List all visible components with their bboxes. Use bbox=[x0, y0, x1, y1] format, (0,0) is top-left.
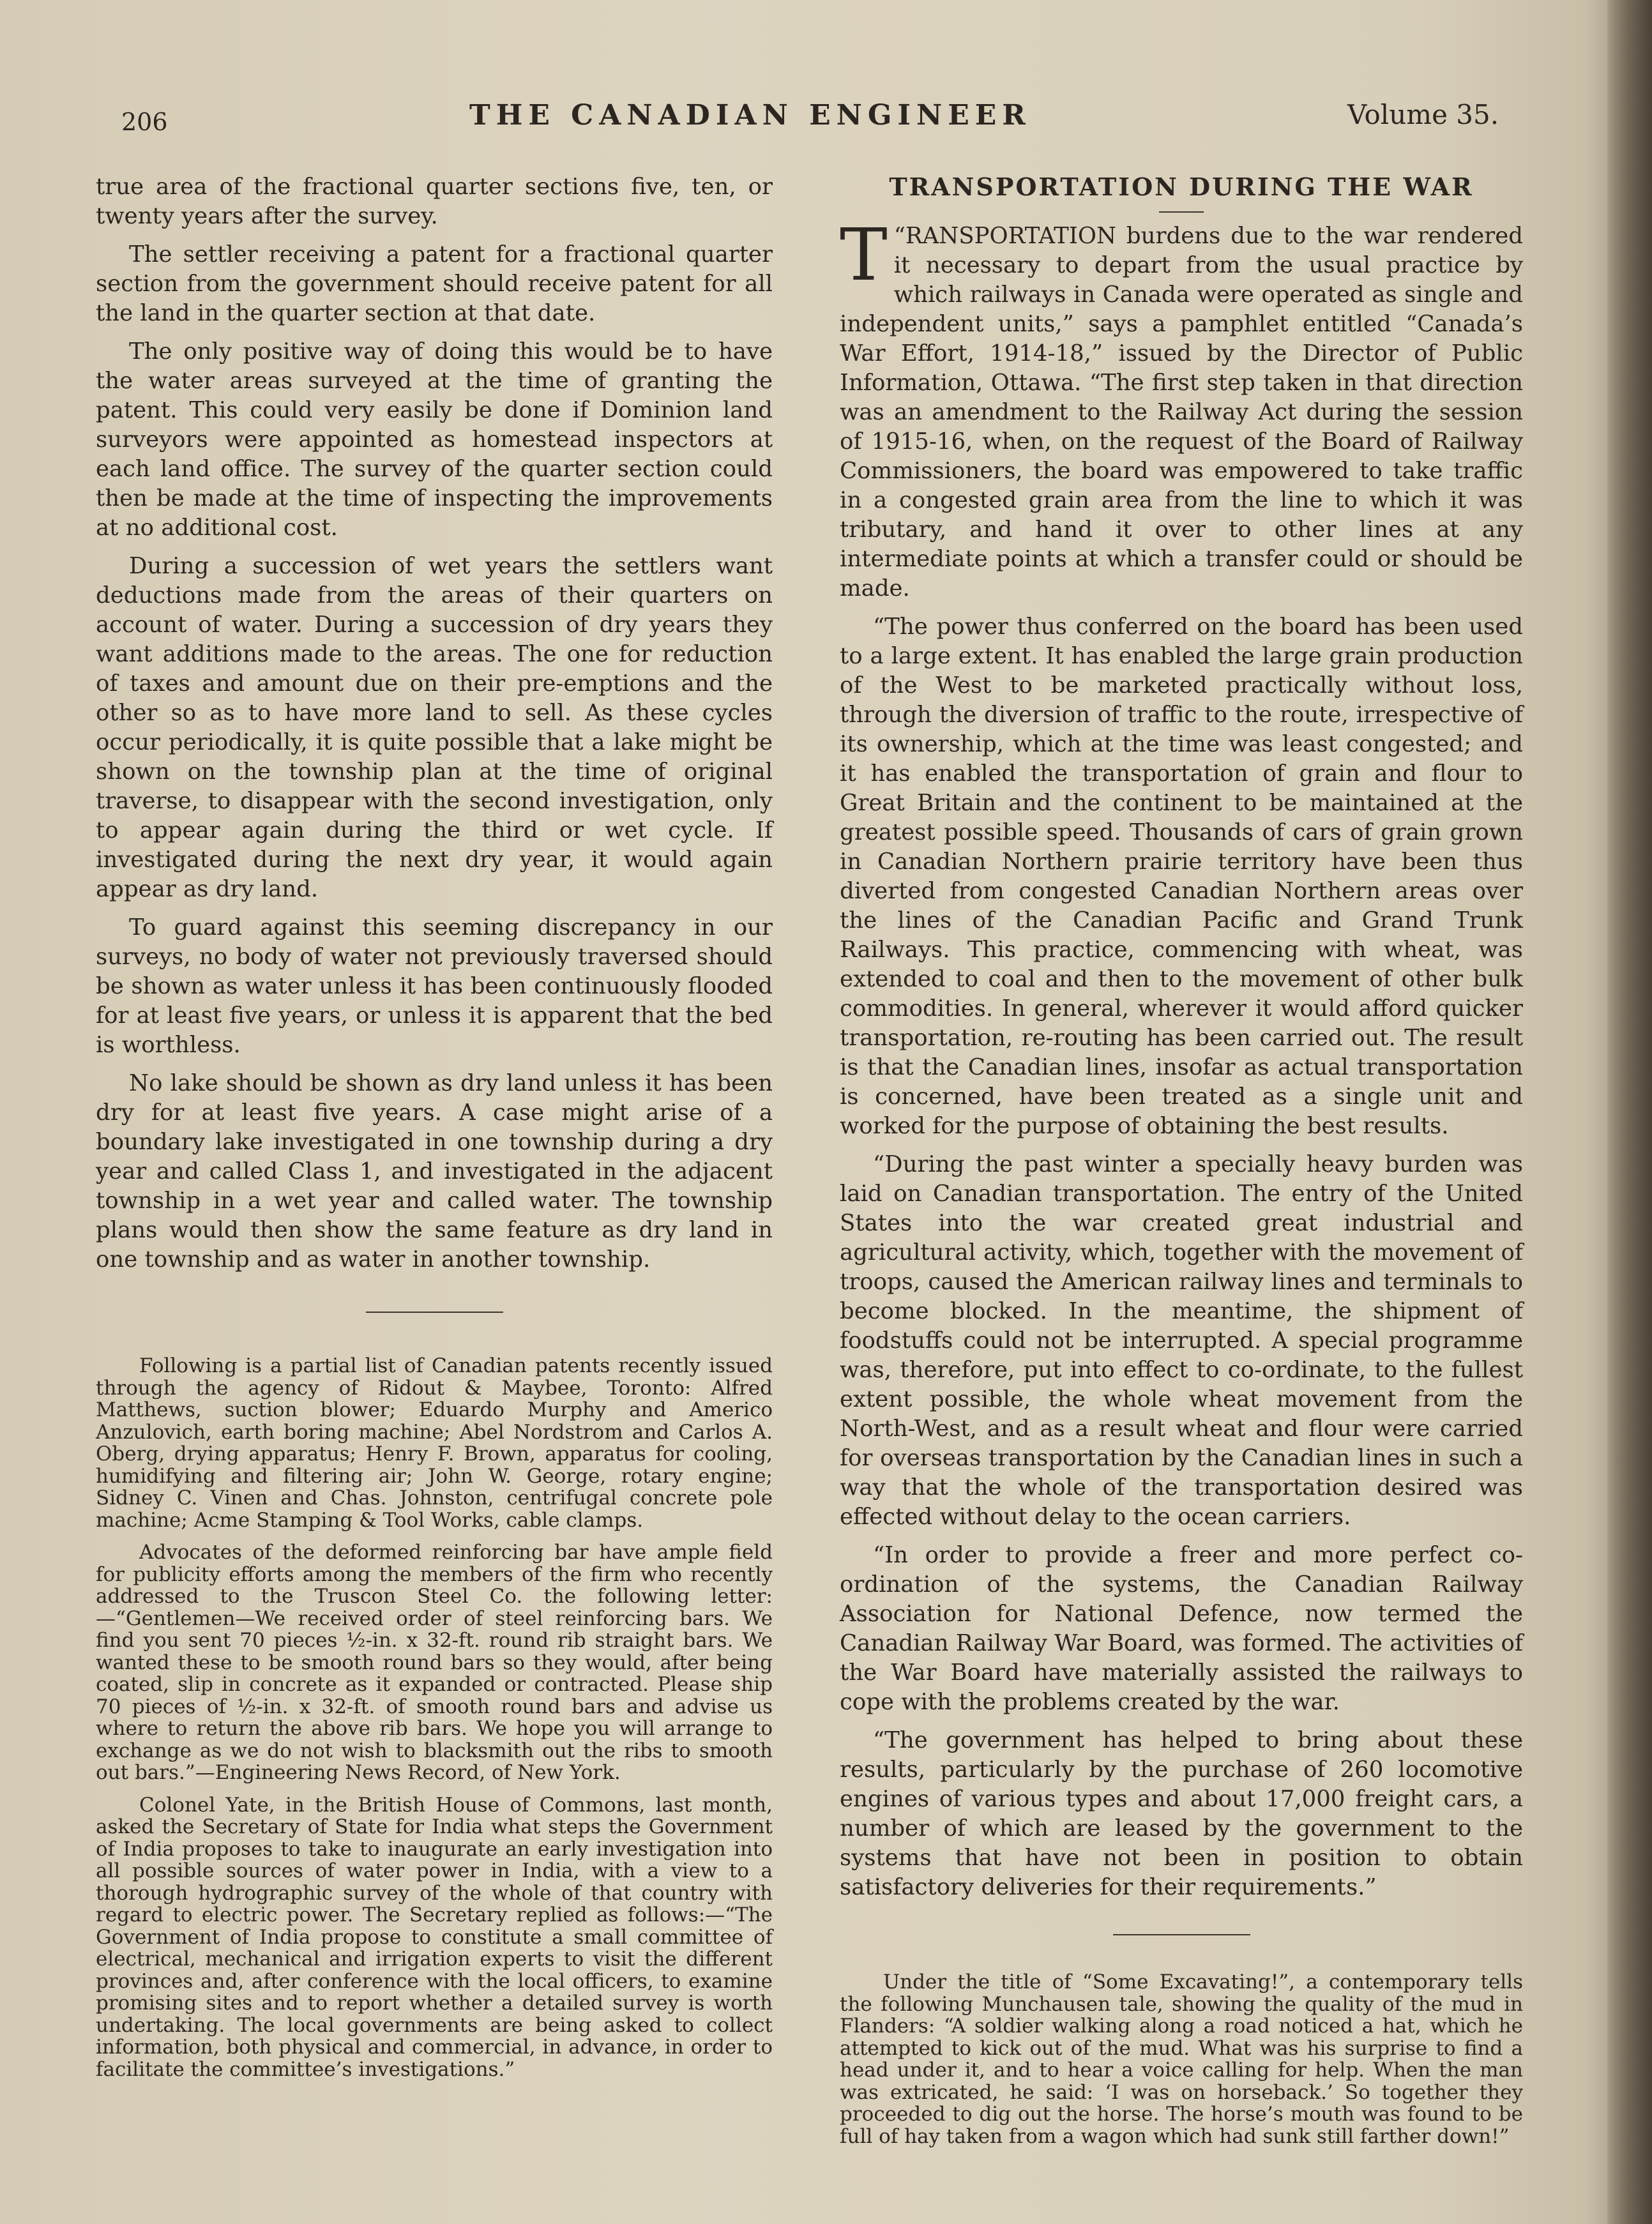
binding-edge bbox=[1607, 0, 1652, 2224]
transportation-article bbox=[840, 214, 1523, 1902]
paragraph: During a succession of wet years the settlers want deductions made from the areas of their quarters on account of water. During a succession of dry years they want additions made to the areas. The one for reduction of taxes and amount due on their pre-emptions and the other so as to have more land to sell. As these cycles occur periodically, it is quite possible that a lake might be shown on the township plan at the time of original traverse, to disappear with the second investigation, only to appear again during the third or wet cycle. If investigated during the next dry year, it would again appear as dry land. bbox=[96, 553, 773, 902]
paragraph: The only positive way of doing this would be to have the water areas surveyed at the time of granting the patent. This could very easily be done if Dominion land surveyors were appointed as homestead inspectors at each land office. The survey of the quarter section could then be made at the time of inspecting the improvements at no additional cost. bbox=[96, 338, 773, 541]
left-column bbox=[96, 172, 773, 2091]
excavating-note-block bbox=[840, 1971, 1523, 2147]
section-divider bbox=[1113, 1934, 1250, 1935]
title-underline bbox=[1159, 211, 1204, 213]
reinforcing-bar-note: Advocates of the deformed reinforcing bar have ample field for publicity efforts among the members of the firm who recently addressed to the Truscon Steel Co. the following letter:—“Gentlemen—We received order of steel reinforcing bars. We find you sent 70 pieces ½-in. x 32-ft. round rib straight bars. We wanted these to be smooth round bars so they would, after being coated, slip in concrete as it expanded or contracted. Please ship 70 pieces of ½-in. x 32-ft. of smooth round bars and advise us where to return the above rib bars. We hope you will arrange to exchange as we do not wish to blacksmith out the ribs to smooth out bars.”—Engineering News Record, of New York. bbox=[96, 1541, 773, 1784]
paragraph: “During the past winter a specially heavy burden was laid on Canadian transportation. The entry of the United States into the war created great industrial and agricultural activity, which, together with the movement of troops, caused the American railway lines and terminals to become blocked. In the meantime, the shipment of foodstuffs could not be interrupted. A special programme was, therefore, put into effect to co-ordinate, to the fullest extent possible, the whole wheat movement from the North-West, and as a result wheat and flour were carried for overseas transportation by the Canadian lines in such a way that the whole of the transportation desired was effected without delay to the ocean carriers. bbox=[840, 1151, 1523, 1530]
journal-title: THE CANADIAN ENGINEER bbox=[469, 99, 1031, 132]
section-divider bbox=[366, 1312, 503, 1313]
paragraph: No lake should be shown as dry land unless it has been dry for at least five years. A case might arise of a boundary lake investigated in one township during a dry year and called Class 1, and investigated in the adjacent township in a wet year and called water. The township plans would then show the same feature as dry land in one township and as water in another township. bbox=[96, 1070, 773, 1273]
paragraph: “The power thus conferred on the board has been used to a large extent. It has enabled the large grain production of the West to be marketed practically without loss, through the diversion of traffic to the route, irrespective of its ownership, which at the time was least congested; and it has enabled the transportation of grain and flour to Great Britain and the continent to be maintained at the greatest possible speed. Thousands of cars of grain grown in Canadian Northern prairie territory have been thus diverted from congested Canadian Northern areas over the lines of the Canadian Pacific and Grand Trunk Railways. This practice, commencing with wheat, was extended to coal and then to the movement of other bulk commodities. In general, wherever it would afford quicker transportation, re-routing has been carried out. The result is that the Canadian lines, insofar as actual transportation is concerned, have been treated as a single unit and worked for the purpose of obtaining the best results. bbox=[840, 614, 1523, 1139]
lead-paragraph-text: RANSPORTATION burdens due to the war rendered it necessary to depart from the usual practice by which railways in Canada were operated as single and independent units,” says a pamphlet entitled “Canada’s War Effort, 1914-18,” issued by the Director of Public Information, Ottawa. “The first step taken in that direction was an amendment to the Railway Act during the session of 1915-16, when, on the request of the Board of Railway Commissioners, the board was empowered to take traffic in a congested grain area from the line to which it was tributary, and hand it over to other lines at any intermediate points at which a transfer could or should be made. bbox=[840, 223, 1523, 601]
paragraph: To guard against this seeming discrepancy in our surveys, no body of water not previously traversed should be shown as water unless it has been continuously flooded for at least five years, or unless it is apparent that the bed is worthless. bbox=[96, 914, 773, 1058]
page-number: 206 bbox=[121, 108, 168, 136]
paragraph: “In order to provide a freer and more perfect co-ordination of the systems, the Canadian Railway Association for National Defence, now termed the Canadian Railway War Board, was formed. The activities of the War Board have materially assisted the railways to cope with the problems created by the war. bbox=[840, 1542, 1523, 1715]
volume-label: Volume 35. bbox=[1347, 99, 1499, 130]
running-header bbox=[0, 99, 1652, 137]
paragraph: The settler receiving a patent for a fractional quarter section from the government should receive patent for all the land in the quarter section at that date. bbox=[96, 241, 773, 326]
drop-cap: T bbox=[840, 214, 888, 297]
excavating-note: Under the title of “Some Excavating!”, a contemporary tells the following Munchausen tale, showing the quality of the mud in Flanders: “A soldier walking along a road noticed a hat, which he attempted to kick out of the mud. What was his surprise to find a head under it, and to hear a voice calling for help. When the man was extricated, he said: ‘I was on horseback.’ So together they proceeded to dig out the horse. The horse’s mouth was found to be full of hay taken from a wagon which had sunk still farther down!” bbox=[840, 1971, 1523, 2148]
opening-quote: “ bbox=[893, 223, 906, 249]
paragraph: “The government has helped to bring about these results, particularly by the purchase of 260 locomotive engines of various types and about 17,000 freight cars, a number of which are leased by the government to the systems that have not been in position to obtain satisfactory deliveries for their requirements.” bbox=[840, 1727, 1523, 1900]
right-column bbox=[840, 172, 1523, 2158]
patents-note: Following is a partial list of Canadian patents recently issued through the agency of Ridout & Maybee, Toronto: Alfred Matthews, suction blower; Eduardo Murphy and Americo Anzulovich, earth boring machine; Abel Nordstrom and Carlos A. Oberg, drying apparatus; Henry F. Brown, apparatus for cooling, humidifying and filtering air; John W. George, rotary engine; Sidney C. Vinen and Chas. Johnston, centrifugal concrete pole machine; Acme Stamping & Tool Works, cable clamps. bbox=[96, 1354, 773, 1532]
news-notes bbox=[96, 1355, 773, 2080]
paragraph: true area of the fractional quarter sections five, ten, or twenty years after the survey. bbox=[96, 174, 773, 229]
india-water-power-note: Colonel Yate, in the British House of Commons, last month, asked the Secretary of State for India what steps the Government of India proposes to take to inaugurate an early investigation into all possible sources of water power in India, with a view to a thorough hydrographic survey of the whole of that country with regard to electric power. The Secretary replied as follows:—“The Government of India propose to constitute a small committee of electrical, mechanical and irrigation experts to visit the different provinces and, after conference with the local officers, to examine promising sites and to report whether a detailed survey is worth undertaking. The local governments are being asked to collect information, both physical and commercial, in advance, in order to facilitate the committee’s investigations.” bbox=[96, 1793, 773, 2081]
article-title: TRANSPORTATION DURING THE WAR bbox=[889, 172, 1474, 201]
survey-article-continuation bbox=[96, 172, 773, 1275]
lead-paragraph bbox=[840, 214, 1523, 603]
